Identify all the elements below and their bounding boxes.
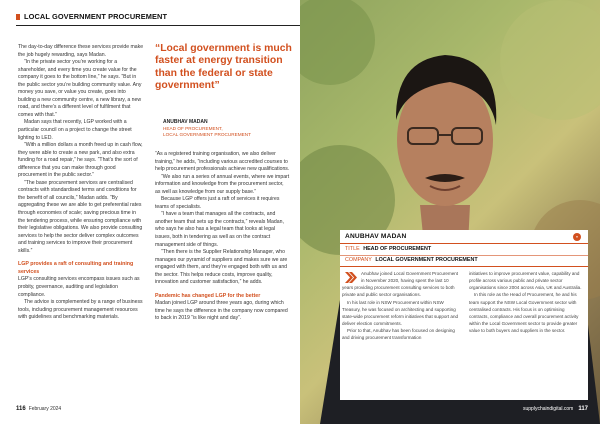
paragraph: Because LGP offers just a raft of services it requires teams of specialists. xyxy=(155,196,280,210)
profile-title-row xyxy=(345,246,431,252)
paragraph: The day-to-day difference these services provide make the job hugely rewarding, says Madan. xyxy=(18,44,144,58)
section-title: LOCAL GOVERNMENT PROCUREMENT xyxy=(24,12,168,21)
pull-quote-role-line: HEAD OF PROCUREMENT, xyxy=(163,126,223,131)
page-folio-right xyxy=(523,406,588,412)
divider xyxy=(340,255,588,256)
profile-company-row xyxy=(345,257,478,263)
pull-quote: “Local government is much faster at energy transition than the federal or state government” xyxy=(155,43,292,92)
section-header xyxy=(16,12,167,21)
bio-paragraph: initiatives to improve procurement value, capability and profile across various public and private sector organisations since 2004 across Asia, UK and Australia. xyxy=(469,271,582,291)
page-number: 116 xyxy=(16,406,26,412)
article-column-1 xyxy=(18,44,144,322)
paragraph: LGP’s consulting services encompass issues such as probity, governance, auditing and legislation compliance. xyxy=(18,276,140,298)
website: supplychaindigital.com xyxy=(523,406,574,412)
article-column-2 xyxy=(155,151,290,323)
subheading: LGP provides a raft of consulting and training services xyxy=(18,261,134,275)
paragraph: “With a million dollars a month freed up in cash flow, they were able to create a new park, and also extra funding for a road repair,” he says. “That’s the sort of difference that you can make through good procurement in the public sector.” xyxy=(18,142,143,179)
chevron-badge-icon: » xyxy=(573,233,581,241)
company-key: COMPANY xyxy=(345,257,372,263)
profile-name: ANUBHAV MADAN xyxy=(345,233,407,240)
paragraph: Madan joined LGP around three years ago, during which time he says the difference in the company now compared to back in 2019 “is like night and day”. xyxy=(155,300,288,322)
paragraph: “As a registered training organisation, we also deliver training,” he adds, “including various accredited courses to help procurement professionals achieve new qualifications. xyxy=(155,151,290,173)
profile-card xyxy=(340,230,588,400)
divider xyxy=(340,266,588,267)
bio-paragraph: In this role as the Head of Procurement, he and his team support the NSW Local Government sector with centralised contracts. His focus is on optimising contracts, compliance and overall procurement activity within the Local Government sector to provide greater value to both buyers and suppliers in the sector. xyxy=(469,292,579,334)
subheading: Pandemic has changed LGP for the better xyxy=(155,292,261,299)
paragraph: “In the private sector you’re working for a shareholder, and every time you create value for the company it goes to the bottom line,” he says. “But in the public sector you’re building community value. Any money you save, or value you create, goes into building a new community centre, a new library, a new road, and there’s a different level of fulfilment that comes with that.” xyxy=(18,59,142,118)
right-page xyxy=(300,0,600,424)
paragraph: “We also run a series of annual events, where we impart information and knowledge from the procurement sector, as well as knowledge from our supply base.” xyxy=(155,173,290,195)
issue-date: February 2024 xyxy=(28,406,62,412)
pull-quote-name: ANUBHAV MADAN xyxy=(163,119,208,125)
paragraph: “Then there is the Supplier Relationship Manager, who manages our pyramid of suppliers and makes sure we are engaged with them, and they’re engaged both with us and the sector. This helps reduce costs, improve quality, innovation and customer satisfaction,” he adds. xyxy=(155,249,288,286)
paragraph: The advice is complemented by a range of business tools, including procurement management resources with guidelines and benchmarking materials. xyxy=(18,299,143,321)
title-key: TITLE xyxy=(345,246,360,252)
paragraph: “The base procurement services are centralised contracts with standardised terms and conditions for the benefit of all councils,” Madan adds. “By aggregating these we are able to get preferential rates through economies of scale; saving precious time in the tendering process, while ensuring compliance with their legislative obligations. We also provide consulting services to help the sector deliver complex outcomes and training services to improve their procurement skills.” xyxy=(18,179,143,254)
bio-paragraph: In his last role in NSW Procurement within NSW Treasury, he was focused on architecting and supporting state-wide procurement reform initiatives that support and deliver election commitments. xyxy=(342,299,459,327)
profile-bio-column-2 xyxy=(469,270,585,334)
pull-quote-role xyxy=(163,126,293,138)
double-chevron-icon xyxy=(344,271,358,284)
divider xyxy=(340,243,588,244)
header-rule xyxy=(16,25,300,26)
bio-paragraph: Anubhav joined Local Government Procurement in November 2020, having spent the last 10 years providing procurement consulting services to both private and public sector organisations. xyxy=(342,271,459,298)
paragraph: Madan says that recently, LGP worked with a particular council on a project to change the street lighting to LED. xyxy=(18,119,132,141)
title-value: HEAD OF PROCUREMENT xyxy=(363,246,432,252)
company-value: LOCAL GOVERNMENT PROCUREMENT xyxy=(375,257,478,263)
profile-bio-column-1 xyxy=(342,270,460,342)
page-folio-left xyxy=(16,406,61,412)
section-marker xyxy=(16,14,20,20)
pull-quote-role-line: LOCAL GOVERNMENT PROCUREMENT xyxy=(163,132,252,137)
page-number: 117 xyxy=(578,406,588,412)
bio-paragraph: Prior to that, Anubhav has been focused on designing and driving procurement transformation xyxy=(342,328,455,341)
paragraph: “I have a team that manages all the contracts, and another team that sets up the contracts,” reveals Madan, who says he also has a legal team that looks at legal issues, both in tendering as well as on the contract management side of things. xyxy=(155,211,284,248)
